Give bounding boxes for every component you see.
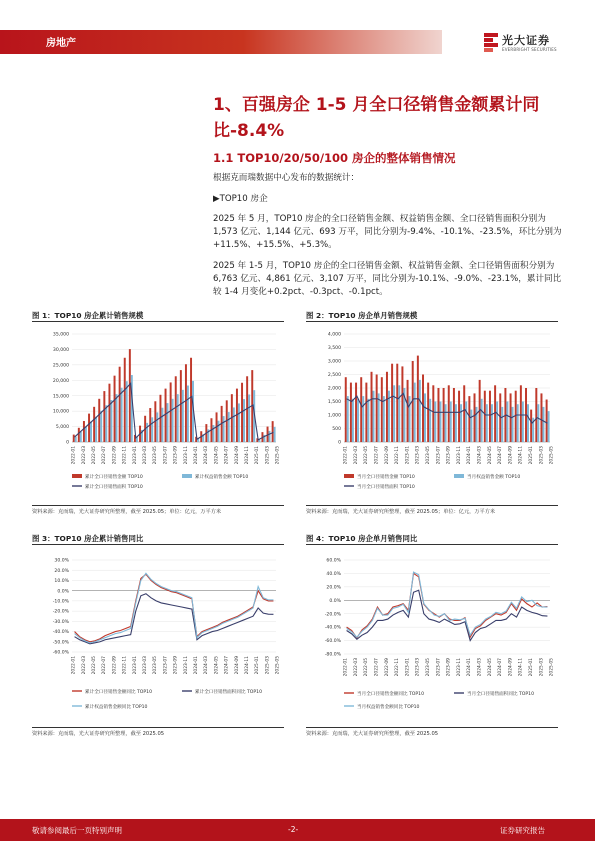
legend-label: 累计权益销售金额 TOP10 [195, 475, 249, 480]
x-tick-label: 2022-09 [112, 656, 118, 675]
legend-swatch [344, 474, 354, 478]
x-tick-label: 2022-09 [384, 446, 390, 465]
bar [468, 396, 470, 442]
y-tick-label: -10.0% [52, 599, 69, 605]
bar [527, 404, 529, 442]
bar [439, 402, 441, 443]
bar [391, 364, 393, 442]
bar [512, 407, 514, 442]
bar [398, 385, 400, 442]
bar [386, 372, 388, 442]
bar [124, 358, 126, 442]
figure-4-rule [306, 544, 558, 545]
sector-label: 房地产 [46, 38, 76, 49]
x-tick-label: 2023-09 [446, 658, 452, 677]
x-tick-label: 2022-05 [364, 446, 370, 465]
brand-logo [484, 32, 564, 56]
bar [396, 364, 398, 442]
section-title: 1、百强房企 1-5 月全口径销售金额累计同比-8.4% [213, 95, 540, 141]
bar [432, 385, 434, 442]
x-tick-label: 2022-07 [374, 658, 380, 677]
bar [83, 421, 85, 442]
x-tick-label: 2025-05 [275, 656, 281, 675]
y-tick-label: -20.0% [52, 609, 69, 615]
paragraph-jan-may: 2025 年 1-5 月，TOP10 房企的全口径销售金额、权益销售金额、全口径销售面积分别为 6,763 亿元、4,861 亿元、3,107 万平，同比分别为-10.1%、-9.0%、-23.1%，累计同比较 1-4 月变化+0.2pct、-0.3pct、-0.1pct。 [213, 261, 562, 298]
bar [218, 421, 220, 442]
x-tick-label: 2022-11 [122, 446, 128, 465]
bar [517, 404, 519, 442]
bar [212, 425, 214, 442]
bar [458, 391, 460, 442]
x-tick-label: 2023-03 [142, 656, 148, 675]
bar [248, 394, 250, 442]
bar [85, 427, 87, 442]
y-tick-label: 3,000 [327, 359, 341, 365]
figure-1-title: 图 1：TOP10 房企累计销售规模 [32, 311, 144, 320]
x-tick-label: 2025-01 [528, 446, 534, 465]
y-tick-label: 40.0% [326, 572, 341, 578]
x-tick-label: 2025-01 [255, 446, 261, 465]
x-tick-label: 2025-01 [255, 656, 261, 675]
bar [116, 394, 118, 442]
bar [228, 412, 230, 442]
bar [347, 396, 349, 442]
paragraph-may: 2025 年 5 月，TOP10 房企的全口径销售金额、权益销售金额、全口径销售面积分别为 1,573 亿元、1,144 亿元、693 万平，同比分别为-9.4%、-10.1%、-23.5%，环比分别为+11.5%、+15.5%、+5.3%。 [213, 214, 562, 251]
bar [238, 403, 240, 442]
bar [105, 405, 107, 442]
bar [522, 402, 524, 443]
bar [542, 407, 544, 442]
x-tick-label: 2024-11 [244, 656, 250, 675]
x-tick-label: 2024-09 [508, 446, 514, 465]
bar [453, 388, 455, 442]
bar [121, 388, 123, 442]
bar [90, 422, 92, 442]
x-tick-label: 2024-11 [518, 658, 524, 677]
y-tick-label: 20.0% [326, 585, 341, 591]
figure-1-bottom-rule [32, 505, 284, 506]
bar [548, 411, 550, 442]
bar [506, 402, 508, 443]
x-tick-label: 2023-07 [163, 446, 169, 465]
legend-label: 当月全口径销售面积同比 TOP10 [467, 692, 535, 697]
x-tick-label: 2023-05 [153, 446, 159, 465]
x-tick-label: 2025-05 [549, 446, 555, 465]
x-tick-label: 2025-05 [549, 658, 555, 677]
bar [75, 437, 77, 442]
bar [476, 407, 478, 442]
figure-2-rule [306, 321, 558, 322]
bar [455, 404, 457, 442]
x-tick-label: 2024-05 [214, 656, 220, 675]
x-tick-label: 2024-05 [487, 446, 493, 465]
bar [355, 383, 357, 442]
series-line [347, 590, 548, 640]
bar [73, 435, 75, 442]
bar [129, 349, 131, 442]
bar [470, 410, 472, 442]
bar [165, 389, 167, 442]
bar [540, 393, 542, 442]
bar [223, 416, 225, 442]
bar [362, 396, 364, 442]
bar [530, 410, 532, 442]
y-tick-label: 1,000 [327, 413, 341, 419]
x-tick-label: 2023-11 [456, 658, 462, 677]
bar [177, 394, 179, 442]
subsection-title: 1.1 TOP10/20/50/100 房企的整体销售情况 [213, 151, 456, 165]
bar [274, 427, 276, 442]
bar [269, 431, 271, 442]
bar [350, 383, 352, 442]
bar [170, 382, 172, 442]
bar [182, 390, 184, 442]
y-tick-label: -40.0% [52, 630, 69, 636]
x-tick-label: 2022-11 [395, 658, 401, 677]
bar [114, 376, 116, 442]
x-tick-label: 2023-01 [405, 658, 411, 677]
bar [414, 383, 416, 442]
bar [108, 384, 110, 442]
x-tick-label: 2022-01 [71, 446, 77, 465]
y-tick-label: 30,000 [52, 348, 69, 354]
figure-4-source: 资料来源：克而瑞，光大证券研究所整理，截至 2025.05 [306, 731, 439, 737]
legend-label: 当月权益销售金额 TOP10 [467, 475, 521, 480]
x-tick-label: 2025-03 [265, 656, 271, 675]
x-tick-label: 2025-03 [265, 446, 271, 465]
bar [496, 402, 498, 443]
y-tick-label: 5,000 [55, 425, 69, 431]
figure-3-rule [32, 544, 284, 545]
chart-3 [32, 552, 284, 722]
logo-icon [484, 33, 498, 52]
legend-swatch [454, 474, 464, 478]
bar [345, 377, 347, 442]
x-tick-label: 2022-01 [343, 446, 349, 465]
x-tick-label: 2024-05 [214, 446, 220, 465]
bar [445, 404, 447, 442]
y-tick-label: 0.0% [57, 589, 69, 595]
x-tick-label: 2024-05 [487, 658, 493, 677]
x-tick-label: 2022-01 [343, 658, 349, 677]
bar [443, 388, 445, 442]
bar [481, 399, 483, 442]
bar [352, 399, 354, 442]
x-tick-label: 2024-01 [193, 656, 199, 675]
y-tick-label: 500 [332, 427, 341, 433]
bar [357, 399, 359, 442]
x-tick-label: 2022-03 [353, 446, 359, 465]
bar [491, 404, 493, 442]
bar [401, 366, 403, 442]
bar [376, 375, 378, 443]
y-tick-label: -30.0% [52, 619, 69, 625]
x-tick-label: 2023-05 [153, 656, 159, 675]
series-line [75, 573, 274, 643]
y-tick-label: -60.0% [52, 650, 69, 656]
x-tick-label: 2024-01 [467, 446, 473, 465]
x-tick-label: 2024-09 [234, 446, 240, 465]
y-tick-label: 60.0% [326, 558, 341, 564]
legend-label: 当月权益销售金额同比 TOP10 [357, 705, 420, 710]
y-tick-label: 0 [66, 440, 69, 446]
y-tick-label: 0 [338, 440, 341, 446]
bar [546, 400, 548, 442]
bar [126, 381, 128, 442]
x-tick-label: 2023-11 [183, 656, 189, 675]
bar [535, 388, 537, 442]
y-tick-label: 2,000 [327, 386, 341, 392]
bar [429, 399, 431, 442]
legend-label: 当月全口径销售金额同比 TOP10 [357, 692, 425, 697]
x-tick-label: 2023-03 [415, 658, 421, 677]
x-tick-label: 2022-07 [374, 446, 380, 465]
y-tick-label: -20.0% [324, 612, 341, 618]
y-tick-label: -60.0% [324, 639, 341, 645]
y-tick-label: -50.0% [52, 640, 69, 646]
footer-disclaimer-link[interactable]: 敬请参阅最后一页特别声明 [32, 826, 122, 835]
figure-1-rule [32, 321, 284, 322]
bar [489, 391, 491, 442]
x-tick-label: 2022-05 [364, 658, 370, 677]
bar [161, 408, 163, 442]
x-tick-label: 2024-09 [234, 656, 240, 675]
bar [100, 411, 102, 442]
bar [360, 377, 362, 442]
chart-2 [306, 326, 558, 502]
x-tick-label: 2022-07 [102, 446, 108, 465]
x-tick-label: 2022-11 [395, 446, 401, 465]
bar [185, 364, 187, 442]
x-tick-label: 2023-09 [446, 446, 452, 465]
y-tick-label: -40.0% [324, 625, 341, 631]
x-tick-label: 2022-03 [353, 658, 359, 677]
figure-3-source: 资料来源：克而瑞，光大证券研究所整理，截至 2025.05 [32, 731, 165, 737]
x-tick-label: 2024-03 [204, 446, 210, 465]
bar [437, 388, 439, 442]
bar [180, 370, 182, 442]
figure-2-source: 资料来源：克而瑞，光大证券研究所整理，截至 2025.05；单位：亿元，万平方米 [306, 509, 496, 515]
bar [371, 372, 373, 442]
bar [474, 393, 476, 442]
x-tick-label: 2024-07 [224, 656, 230, 675]
bar [463, 385, 465, 442]
x-tick-label: 2023-11 [183, 446, 189, 465]
bar [78, 428, 80, 442]
legend-label: 累计全口径销售面积同比 TOP10 [195, 690, 263, 695]
chart-4 [306, 552, 558, 722]
x-tick-label: 2022-11 [122, 656, 128, 675]
legend-swatch [182, 474, 192, 478]
bar [407, 380, 409, 442]
x-tick-label: 2024-11 [518, 446, 524, 465]
x-tick-label: 2023-09 [173, 446, 179, 465]
x-tick-label: 2025-05 [275, 446, 281, 465]
x-tick-label: 2022-03 [81, 446, 87, 465]
bar [167, 403, 169, 442]
y-tick-label: -80.0% [324, 652, 341, 658]
bar [460, 404, 462, 442]
bar [367, 399, 369, 442]
bar [450, 402, 452, 443]
figure-2-bottom-rule [306, 505, 558, 506]
y-tick-label: 10,000 [52, 409, 69, 415]
bar [465, 402, 467, 443]
bar [427, 383, 429, 442]
x-tick-label: 2023-07 [436, 446, 442, 465]
x-tick-label: 2022-01 [71, 656, 77, 675]
bar [486, 404, 488, 442]
bar [175, 376, 177, 442]
y-tick-label: 10.0% [54, 579, 69, 585]
bar [156, 412, 158, 442]
x-tick-label: 2023-05 [425, 446, 431, 465]
x-tick-label: 2023-09 [173, 656, 179, 675]
bar [110, 400, 112, 442]
bar [93, 407, 95, 442]
x-tick-label: 2023-03 [142, 446, 148, 465]
bar [381, 377, 383, 442]
x-tick-label: 2024-03 [477, 658, 483, 677]
bar [484, 391, 486, 442]
x-tick-label: 2022-09 [112, 446, 118, 465]
figure-4-title: 图 4：TOP10 房企单月销售同比 [306, 534, 418, 543]
bar [187, 386, 189, 442]
legend-label: 累计全口径销售金额 TOP10 [85, 475, 143, 480]
bar [448, 385, 450, 442]
y-tick-label: 15,000 [52, 394, 69, 400]
x-tick-label: 2024-07 [224, 446, 230, 465]
bar [103, 391, 105, 442]
x-tick-label: 2025-03 [539, 658, 545, 677]
x-tick-label: 2023-05 [425, 658, 431, 677]
bar [424, 393, 426, 442]
figure-3-title: 图 3：TOP10 房企累计销售同比 [32, 534, 144, 543]
x-tick-label: 2024-07 [498, 658, 504, 677]
y-tick-label: 30.0% [54, 558, 69, 564]
bar [243, 399, 245, 442]
series-line [347, 572, 548, 637]
y-tick-label: 25,000 [52, 363, 69, 369]
y-tick-label: 3,500 [327, 346, 341, 352]
x-tick-label: 2023-01 [132, 446, 138, 465]
figure-2-title: 图 2：TOP10 房企单月销售规模 [306, 311, 418, 320]
legend-label: 累计权益销售金额同比 TOP10 [85, 705, 148, 710]
figure-4-bottom-rule [306, 727, 558, 728]
legend-label: 当月全口径销售面积 TOP10 [357, 485, 415, 490]
x-tick-label: 2024-01 [467, 658, 473, 677]
bar [520, 385, 522, 442]
y-tick-label: 35,000 [52, 332, 69, 338]
x-tick-label: 2022-05 [91, 656, 97, 675]
footer-report-type: 证券研究报告 [500, 826, 545, 835]
bar [272, 421, 274, 442]
x-tick-label: 2025-03 [539, 446, 545, 465]
bar [419, 380, 421, 442]
x-tick-label: 2023-07 [163, 656, 169, 675]
x-tick-label: 2024-09 [508, 658, 514, 677]
x-tick-label: 2025-01 [528, 658, 534, 677]
bar [80, 432, 82, 442]
bar [95, 417, 97, 442]
chart-1 [32, 326, 284, 502]
paragraph-top10-heading: ▶TOP10 房企 [213, 194, 268, 204]
bar [422, 375, 424, 443]
bar [434, 402, 436, 443]
paragraph-intro: 根据克而瑞数据中心发布的数据统计： [213, 173, 360, 183]
y-tick-label: 20,000 [52, 378, 69, 384]
bar [365, 383, 367, 442]
legend-label: 当月全口径销售金额 TOP10 [357, 475, 415, 480]
x-tick-label: 2024-11 [244, 446, 250, 465]
x-tick-label: 2023-03 [415, 446, 421, 465]
figure-1-source: 资料来源：克而瑞，光大证券研究所整理，截至 2025.05；单位：亿元，万平方米 [32, 509, 222, 515]
y-tick-label: 2,500 [327, 373, 341, 379]
logo-name-cn: 光大证券 [502, 34, 550, 47]
bar [501, 407, 503, 442]
x-tick-label: 2022-07 [102, 656, 108, 675]
x-tick-label: 2023-11 [456, 446, 462, 465]
bar [393, 385, 395, 442]
legend-swatch [72, 474, 82, 478]
bar [172, 399, 174, 442]
x-tick-label: 2022-03 [81, 656, 87, 675]
y-tick-label: 20.0% [54, 568, 69, 574]
x-tick-label: 2023-01 [405, 446, 411, 465]
legend-label: 累计全口径销售金额同比 TOP10 [85, 690, 153, 695]
x-tick-label: 2023-07 [436, 658, 442, 677]
page-number: -2- [288, 825, 299, 834]
y-tick-label: 4,000 [327, 332, 341, 338]
bar [383, 396, 385, 442]
bar [119, 367, 121, 442]
bar [537, 404, 539, 442]
bar [146, 423, 148, 442]
x-tick-label: 2022-05 [91, 446, 97, 465]
x-tick-label: 2024-07 [498, 446, 504, 465]
y-tick-label: 1,500 [327, 400, 341, 406]
x-tick-label: 2024-03 [204, 656, 210, 675]
bar [233, 407, 235, 442]
x-tick-label: 2022-09 [384, 658, 390, 677]
figure-3-bottom-rule [32, 727, 284, 728]
logo-name-en: EVERBRIGHT SECURITIES [502, 47, 557, 52]
x-tick-label: 2024-01 [193, 446, 199, 465]
x-tick-label: 2023-01 [132, 656, 138, 675]
bar [151, 417, 153, 442]
x-tick-label: 2024-03 [477, 446, 483, 465]
legend-label: 累计全口径销售面积 TOP10 [85, 485, 143, 490]
y-tick-label: 0.0% [329, 598, 341, 604]
bar [378, 393, 380, 442]
bar [98, 399, 100, 442]
bar [88, 414, 90, 442]
